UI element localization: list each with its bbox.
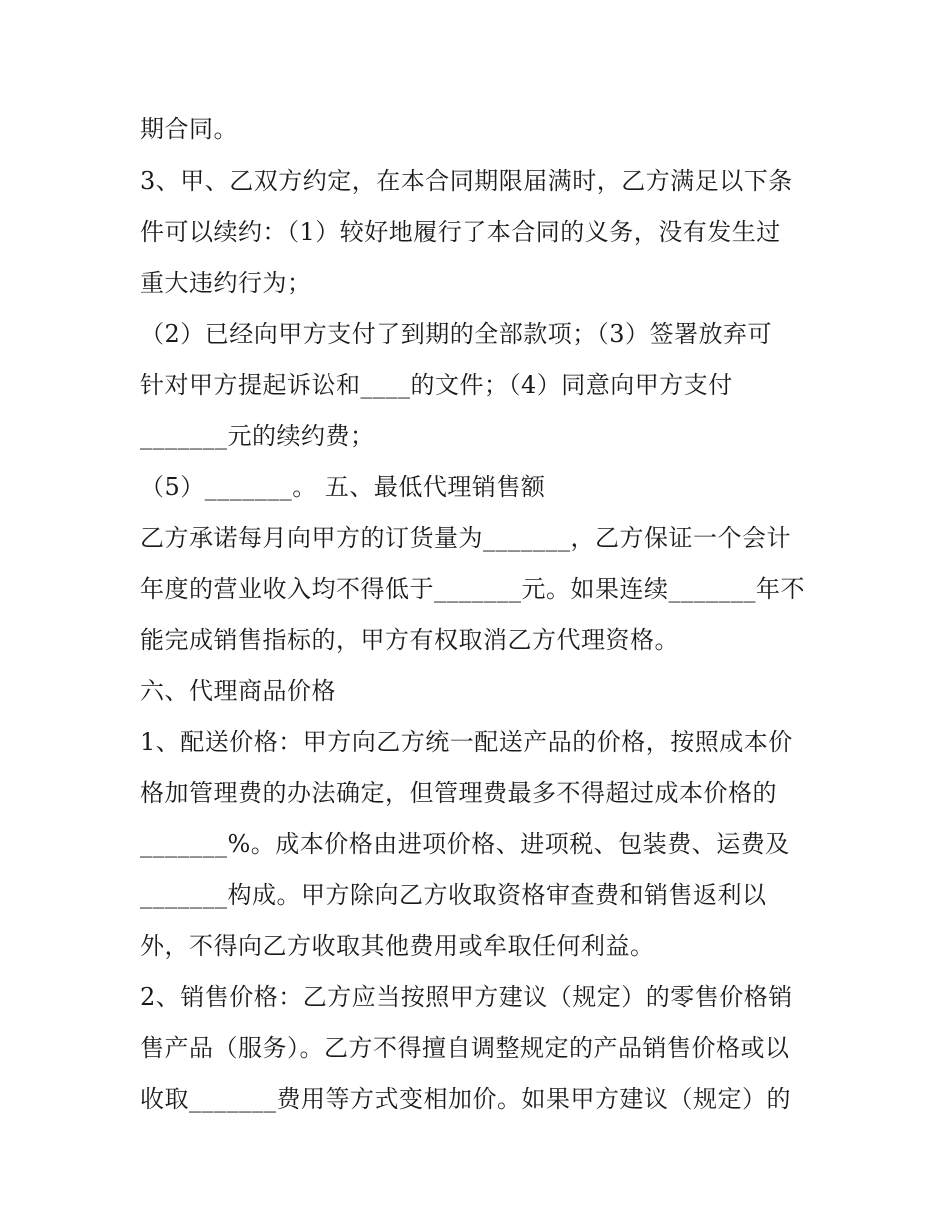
text-line: 期合同。 — [140, 115, 238, 143]
text-line: 售产品（服务）。乙方不得擅自调整规定的产品销售价格或以 — [140, 1034, 790, 1062]
text-line: 件可以续约：（1）较好地履行了本合同的义务，没有发生过 — [140, 218, 781, 246]
text-line: （5）_______。 五、最低代理销售额 — [140, 473, 546, 501]
text-line: _______%。成本价格由进项价格、进项税、包装费、运费及 — [140, 830, 790, 858]
text-line: 乙方承诺每月向甲方的订货量为_______，乙方保证一个会计 — [140, 524, 791, 552]
text-line: 格加管理费的办法确定，但管理费最多不得超过成本价格的 — [140, 779, 777, 807]
text-line: _______构成。甲方除向乙方收取资格审查费和销售返利以 — [140, 881, 767, 909]
text-line: 年度的营业收入均不得低于_______元。如果连续_______年不 — [140, 575, 805, 603]
text-line: _______元的续约费； — [140, 422, 375, 450]
text-line: 1、配送价格：甲方向乙方统一配送产品的价格，按照成本价 — [140, 728, 793, 756]
text-line: 3、甲、乙双方约定，在本合同期限届满时，乙方满足以下条 — [140, 167, 793, 195]
text-line: 2、销售价格：乙方应当按照甲方建议（规定）的零售价格销 — [140, 983, 793, 1011]
text-line: 收取_______费用等方式变相加价。如果甲方建议（规定）的 — [140, 1085, 791, 1113]
text-line: 外，不得向乙方收取其他费用或牟取任何利益。 — [140, 932, 655, 960]
text-line: 针对甲方提起诉讼和____的文件；（4）同意向甲方支付 — [140, 371, 733, 399]
section-heading: 六、代理商品价格 — [140, 677, 336, 705]
text-line: （2）已经向甲方支付了到期的全部款项；（3）签署放弃可 — [140, 320, 773, 348]
text-line: 重大违约行为； — [140, 269, 312, 297]
text-line: 能完成销售指标的，甲方有权取消乙方代理资格。 — [140, 626, 679, 654]
